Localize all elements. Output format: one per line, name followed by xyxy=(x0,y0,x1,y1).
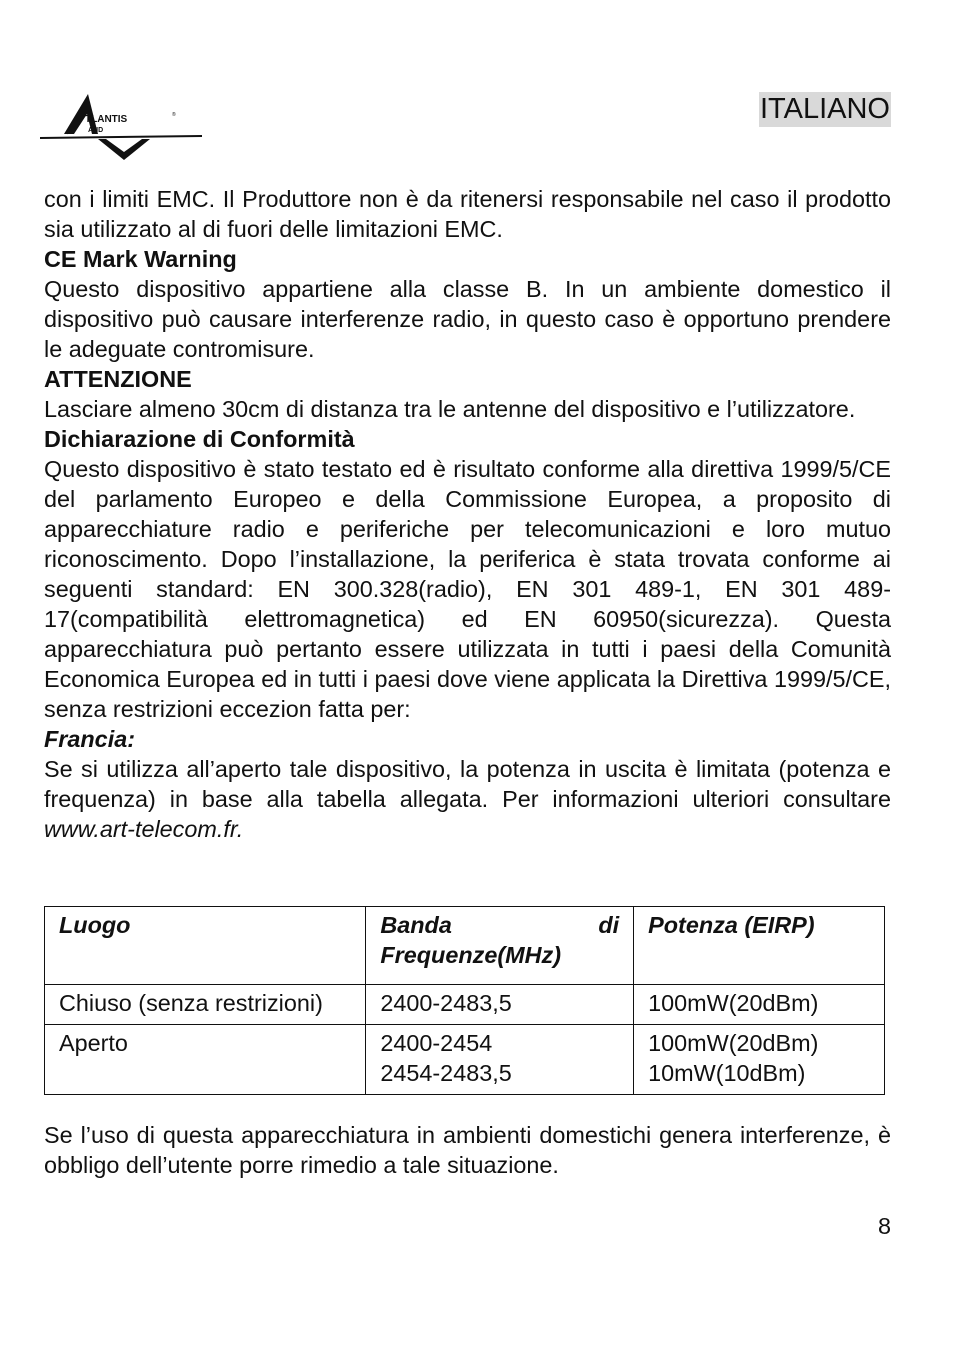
header-frequenze-label: Frequenze(MHz) xyxy=(380,942,561,968)
cell-luogo: Chiuso (senza restrizioni) xyxy=(45,985,366,1025)
header-banda xyxy=(366,907,634,985)
cell-potenza xyxy=(634,1025,885,1095)
atlantis-logo-icon xyxy=(40,88,202,166)
cell-banda xyxy=(366,1025,634,1095)
language-label: ITALIANO xyxy=(760,93,890,125)
document-body xyxy=(44,184,891,844)
closing-paragraph: Se l’uso di questa apparecchiatura in ambienti domestichi genera interferenze, è obbligo dell’utente porre rimedio a tale situazione. xyxy=(44,1122,891,1178)
svg-text:TLANTIS: TLANTIS xyxy=(85,114,128,125)
atlantis-logo xyxy=(40,88,202,166)
header-luogo xyxy=(45,907,366,985)
frequency-table xyxy=(44,906,885,1095)
cell-luogo: Aperto xyxy=(45,1025,366,1095)
cell-potenza: 100mW(20dBm) xyxy=(634,985,885,1025)
cell-banda-line: 2400-2454 xyxy=(380,1030,493,1056)
ce-paragraph: Questo dispositivo appartiene alla classe B. In un ambiente domestico il dispositivo può causare interferenze radio, in questo caso è opportuno prendere le adeguate contromisure. xyxy=(44,276,891,362)
page-number: 8 xyxy=(877,1213,891,1239)
attention-paragraph: Lasciare almeno 30cm di distanza tra le antenne del dispositivo e l’utilizzatore. xyxy=(44,396,856,422)
header-luogo-label: Luogo xyxy=(59,912,131,938)
ce-heading: CE Mark Warning xyxy=(44,246,237,272)
table-row xyxy=(45,985,885,1025)
cell-banda: 2400-2483,5 xyxy=(366,985,634,1025)
header-potenza xyxy=(634,907,885,985)
france-heading: Francia: xyxy=(44,726,135,752)
header-di-label: di xyxy=(598,912,620,938)
france-text: Se si utilizza all’aperto tale dispositivo, la potenza in uscita è limitata (potenza e frequenza) in base alla tabella allegata. Per informazioni ulteriori consultare xyxy=(44,756,891,812)
table-header-row xyxy=(45,907,885,985)
conformity-paragraph: Questo dispositivo è stato testato ed è risultato conforme alla direttiva 1999/5/CE del parlamento Europeo e della Commissione Europea, a proposito di apparecchiature radio e periferiche per telecomunicazioni e loro mutuo riconoscimento. Dopo l’installazione, la periferica è stata trovata conforme ai seguenti standard: EN 300.328(radio), EN 301 489-1, EN 301 489-17(compatibilità elettromagnetica) ed EN 60950(sicurezza). Questa apparecchiatura può pertanto essere utilizzata in tutti i paesi della Comunità Economica Europea ed in tutti i paesi dove viene applicata la Direttiva 1999/5/CE, senza restrizioni eccezion fatta per: xyxy=(44,456,891,722)
france-paragraph xyxy=(44,754,891,844)
cell-banda-line: 2454-2483,5 xyxy=(380,1060,512,1086)
svg-text:AND: AND xyxy=(88,127,104,134)
art-telecom-link[interactable]: www.art-telecom.fr. xyxy=(44,816,244,842)
cell-potenza-line: 100mW(20dBm) xyxy=(648,1030,819,1056)
cell-potenza-line: 10mW(10dBm) xyxy=(648,1060,806,1086)
attention-heading: ATTENZIONE xyxy=(44,366,192,392)
svg-text:®: ® xyxy=(172,112,176,118)
conformity-heading: Dichiarazione di Conformità xyxy=(44,426,355,452)
intro-paragraph: con i limiti EMC. Il Produttore non è da ritenersi responsabile nel caso il prodotto sia utilizzato al di fuori delle limitazioni EMC. xyxy=(44,186,891,242)
header-potenza-label: Potenza (EIRP) xyxy=(648,912,815,938)
header-banda-label: Banda xyxy=(380,912,452,938)
table-row xyxy=(45,1025,885,1095)
